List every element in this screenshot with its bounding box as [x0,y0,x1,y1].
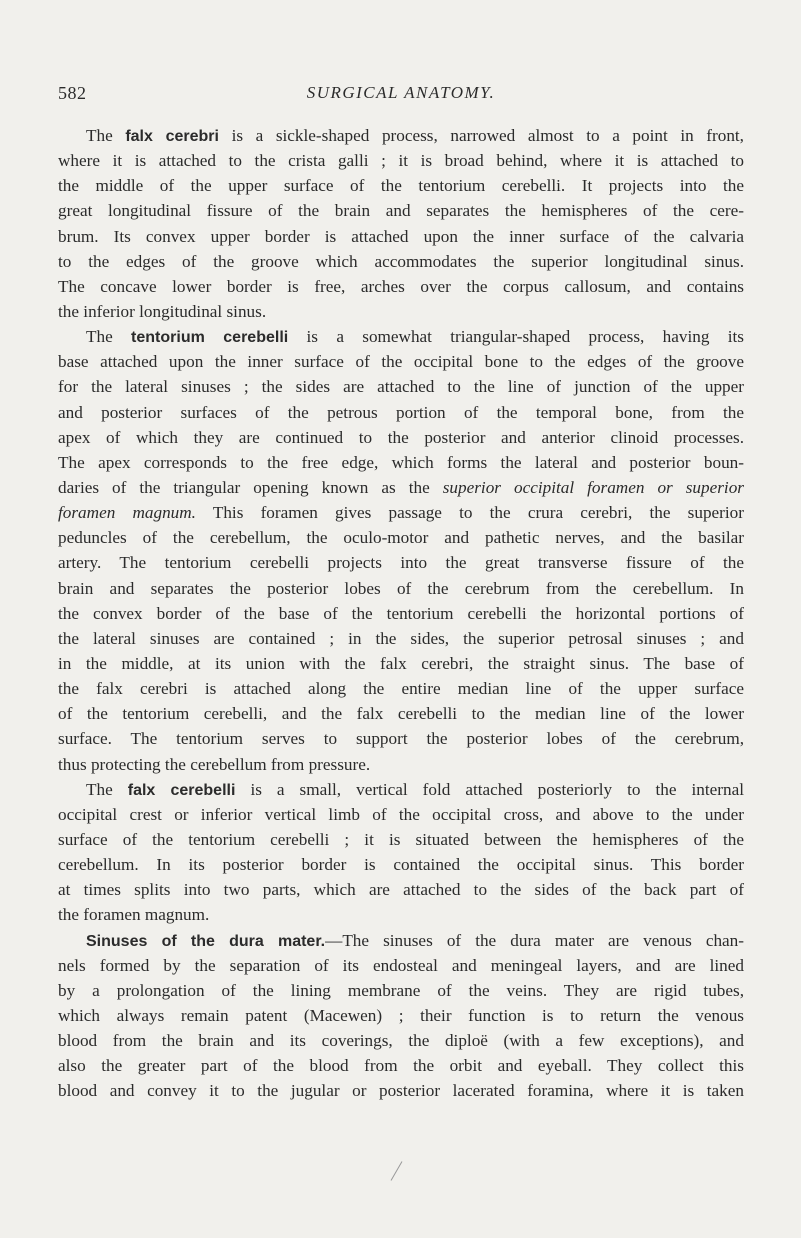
text-line [58,274,744,299]
text-run: surface. The tentorium serves to support the posterior lobes of the cerebrum, [58,729,744,749]
text-run: also the greater part of the blood from the orbit and eyeball. They collect this [58,1056,744,1076]
text-run: blood from the brain and its coverings, the diploë (with a few exceptions), and [58,1031,744,1051]
text-run: brain and separates the posterior lobes of the cerebrum from the cerebellum. In [58,578,744,598]
text-run: which always remain patent (Macewen) ; their function is to return the venous [58,1005,744,1025]
italic-term: foramen magnum. [58,503,196,523]
text-line [58,902,744,927]
text-line [58,1053,744,1078]
text-line [58,752,744,777]
text-line [58,1028,744,1053]
text-line [58,852,744,877]
text-run: in the middle, at its union with the falx cerebri, the straight sinus. The base of [58,653,744,673]
text-line [58,827,744,852]
text-run: The apex corresponds to the free edge, which forms the lateral and posterior boun- [58,452,744,472]
text-run: daries of the triangular opening known as the [58,477,443,497]
text-line [58,148,744,173]
text-line [58,500,744,525]
text-line [58,1003,744,1028]
text-run: the foramen magnum. [58,905,210,925]
text-run: base attached upon the inner surface of the occipital bone to the edges of the groove [58,352,744,372]
text-line [58,626,744,651]
text-run: to the edges of the groove which accommodates the superior longitudinal sinus. [58,251,744,271]
text-run: surface of the tentorium cerebelli ; it is situated between the hemispheres of the [58,829,744,849]
text-run: thus protecting the cerebellum from pressure. [58,754,371,774]
text-run: apex of which they are continued to the posterior and anterior clinoid processes. [58,427,744,447]
text-line [58,777,744,802]
text-run: the lateral sinuses are contained ; in the sides, the superior petrosal sinuses ; and [58,628,744,648]
bold-term: Sinuses of the dura mater. [86,932,326,950]
text-line [58,550,744,575]
text-line [58,676,744,701]
text-line [58,576,744,601]
text-run: nels formed by the separation of its endosteal and meningeal layers, and are lined [58,955,744,975]
text-run: The [86,327,132,347]
text-run: is a somewhat triangular-shaped process, having its [288,327,744,347]
text-line [58,802,744,827]
text-line [58,425,744,450]
bold-term: falx cerebelli [127,781,236,799]
text-run: blood and convey it to the jugular or posterior lacerated foramina, where it is taken [58,1081,744,1101]
text-line [58,224,744,249]
bold-term: falx cerebri [125,128,219,145]
page-header [58,83,744,107]
text-run: the inferior longitudinal sinus. [58,301,267,321]
page-number: 582 [58,83,87,103]
text-line [58,978,744,1003]
text-line [58,475,744,500]
text-line [58,726,744,751]
text-line [58,1078,744,1103]
text-line [58,953,744,978]
text-run: where it is attached to the crista galli ; it is broad behind, where it is attached to [58,151,744,171]
italic-term: superior occipital foramen or superior [442,477,744,497]
text-run: —The sinuses of the dura mater are venous chan- [325,930,745,950]
text-line [58,349,744,374]
text-run: by a prolongation of the lining membrane of the veins. They are rigid tubes, [58,980,744,1000]
text-line [58,249,744,274]
text-line [58,123,744,148]
text-line [58,374,744,399]
text-run: artery. The tentorium cerebelli projects into the great transverse fissure of the [58,553,744,573]
text-run: the middle of the upper surface of the tentorium cerebelli. It projects into the [58,176,744,196]
text-run: The concave lower border is free, arches over the corpus callosum, and contains [58,276,744,296]
text-run: cerebellum. In its posterior border is contained the occipital sinus. This border [58,855,744,875]
running-head: SURGICAL ANATOMY. [306,83,496,102]
text-run: The [86,779,128,799]
bold-term: tentorium cerebelli [131,329,289,347]
text-line [58,450,744,475]
text-line [58,198,744,223]
body-text [58,123,744,1103]
text-run: for the lateral sinuses ; the sides are attached to the line of junction of the upper [58,377,744,397]
text-run: occipital crest or inferior vertical limb of the occipital cross, and above to the under [58,804,744,824]
text-run: is a sickle-shaped process, narrowed almost to a point in front, [218,126,744,145]
text-run: great longitudinal fissure of the brain and separates the hemispheres of the cere- [58,201,744,221]
text-line [58,299,744,324]
text-run: of the tentorium cerebelli, and the falx cerebelli to the median line of the lower [58,704,744,724]
text-run: the falx cerebri is attached along the entire median line of the upper surface [58,679,744,699]
text-line [58,701,744,726]
text-run: is a small, vertical fold attached posteriorly to the internal [235,779,744,799]
text-line [58,877,744,902]
text-run: at times splits into two parts, which are attached to the sides of the back part of [58,880,744,900]
text-line [58,651,744,676]
text-run: The [86,126,126,145]
text-line [58,525,744,550]
text-run: This foramen gives passage to the crura cerebri, the superior [195,503,744,523]
text-line [58,928,744,953]
text-line [58,324,744,349]
text-run: and posterior surfaces of the petrous portion of the temporal bone, from the [58,402,744,422]
text-run: the convex border of the base of the tentorium cerebelli the horizontal portions of [58,603,744,623]
text-run: brum. Its convex upper border is attached upon the inner surface of the calvaria [58,226,744,246]
paper-fleck [391,1161,403,1181]
text-line [58,173,744,198]
text-line [58,400,744,425]
text-run: peduncles of the cerebellum, the oculo-motor and pathetic nerves, and the basilar [58,528,744,548]
text-line [58,601,744,626]
